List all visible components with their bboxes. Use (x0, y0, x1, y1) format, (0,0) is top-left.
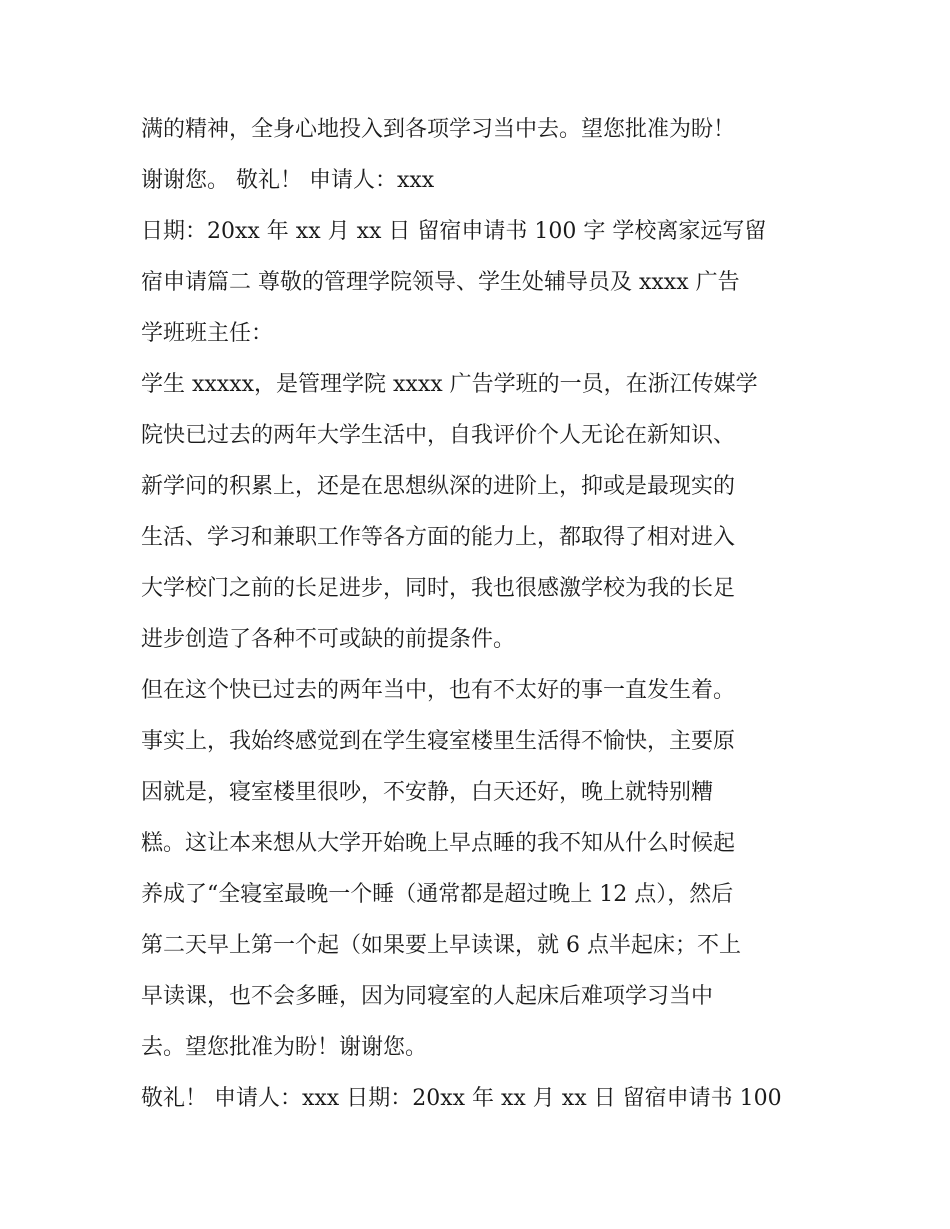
text-line: 大学校门之前的长足进步，同时，我也很感激学校为我的长足 (141, 576, 736, 601)
text-line: 糕。这让本来想从大学开始晚上早点睡的我不知从什么时候起 (141, 831, 736, 856)
text-line: 事实上，我始终感觉到在学生寝室楼里生活得不愉快，主要原 (141, 729, 736, 754)
text-line: 敬礼！ 申请人：xxx 日期：20xx 年 xx 月 xx 日 留宿申请书 100 (141, 1086, 782, 1111)
text-line: 因就是，寝室楼里很吵，不安静，白天还好，晚上就特别糟 (141, 780, 714, 805)
text-line: 满的精神，全身心地投入到各项学习当中去。望您批准为盼！ (141, 117, 736, 142)
text-line: 学班班主任： (141, 321, 274, 346)
text-line: 早读课，也不会多睡，因为同寝室的人起床后难项学习当中 (141, 984, 714, 1009)
text-line: 进步创造了各种不可或缺的前提条件。 (141, 627, 516, 652)
text-line: 新学问的积累上，还是在思想纵深的进阶上，抑或是最现实的 (141, 474, 736, 499)
text-line: 生活、学习和兼职工作等各方面的能力上，都取得了相对进入 (141, 525, 736, 550)
text-line: 第二天早上第一个起（如果要上早读课，就 6 点半起床；不上 (141, 933, 741, 958)
text-line: 谢谢您。 敬礼！ 申请人：xxx (141, 168, 435, 193)
text-line: 宿申请篇二 尊敬的管理学院领导、学生处辅导员及 xxxx 广告 (141, 270, 740, 295)
document-body (141, 104, 821, 1124)
text-line: 养成了“全寝室最晚一个睡（通常都是超过晚上 12 点），然后 (141, 882, 734, 907)
text-line: 院快已过去的两年大学生活中，自我评价个人无论在新知识、 (141, 423, 736, 448)
text-line: 日期：20xx 年 xx 月 xx 日 留宿申请书 100 字 学校离家远写留 (141, 219, 767, 244)
text-line: 但在这个快已过去的两年当中，也有不太好的事一直发生着。 (141, 678, 736, 703)
text-line: 去。望您批准为盼！谢谢您。 (141, 1035, 428, 1060)
text-line: 学生 xxxxx，是管理学院 xxxx 广告学班的一员，在浙江传媒学 (141, 372, 758, 397)
